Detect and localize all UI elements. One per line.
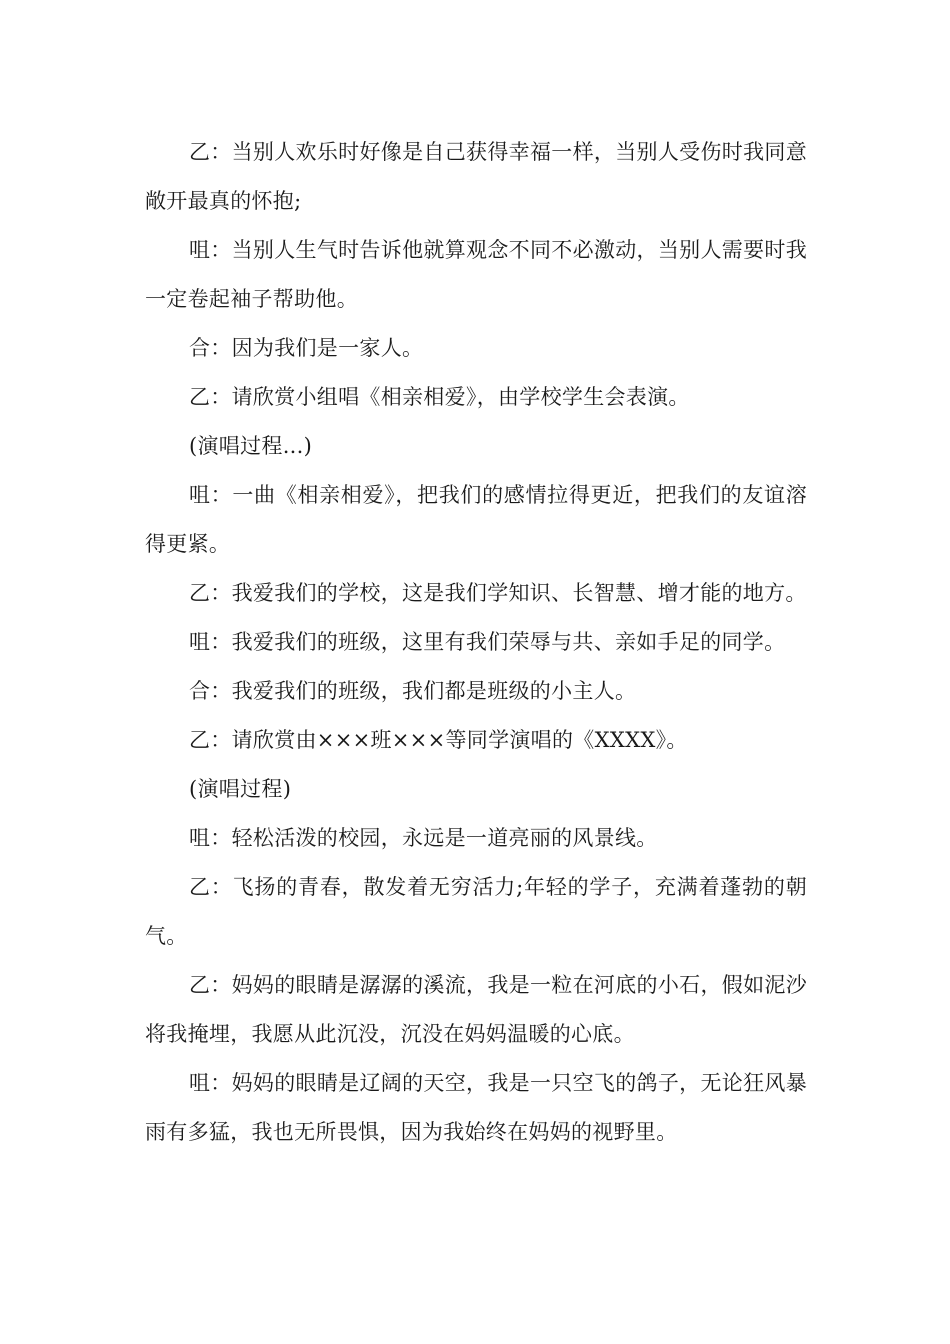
- paragraph: 咀：一曲《相亲相爱》，把我们的感情拉得更近，把我们的友谊溶得更紧。: [145, 483, 807, 556]
- paragraph: 乙：请欣赏由×××班×××等同学演唱的《XXXX》。: [189, 728, 688, 752]
- paragraph: 咀：妈妈的眼睛是辽阔的天空，我是一只空飞的鸽子，无论狂风暴雨有多猛，我也无所畏惧，因为我始终在妈妈的视野里。: [145, 1071, 807, 1144]
- paragraph: 乙：飞扬的青春，散发着无穷活力;年轻的学子，充满着蓬勃的朝气。: [145, 875, 807, 948]
- paragraph: 乙：我爱我们的学校，这是我们学知识、长智慧、增才能的地方。: [189, 581, 807, 605]
- paragraph: 咀：轻松活泼的校园，永远是一道亮丽的风景线。: [189, 826, 658, 850]
- document-body: [145, 128, 807, 1157]
- paragraph: 咀：当别人生气时告诉他就算观念不同不必激动，当别人需要时我一定卷起袖子帮助他。: [145, 238, 807, 311]
- paragraph: 合：因为我们是一家人。: [189, 336, 424, 360]
- paragraph: 乙：请欣赏小组唱《相亲相爱》，由学校学生会表演。: [189, 385, 690, 409]
- paragraph: 乙：当别人欢乐时好像是自己获得幸福一样，当别人受伤时我同意敞开最真的怀抱;: [145, 140, 807, 213]
- paragraph: (演唱过程): [189, 777, 292, 801]
- paragraph: (演唱过程...): [189, 434, 313, 458]
- paragraph: 乙：妈妈的眼睛是潺潺的溪流，我是一粒在河底的小石，假如泥沙将我掩埋，我愿从此沉没，沉没在妈妈温暖的心底。: [145, 973, 807, 1046]
- paragraph: 咀：我爱我们的班级，这里有我们荣辱与共、亲如手足的同学。: [189, 630, 786, 654]
- paragraph: 合：我爱我们的班级，我们都是班级的小主人。: [189, 679, 637, 703]
